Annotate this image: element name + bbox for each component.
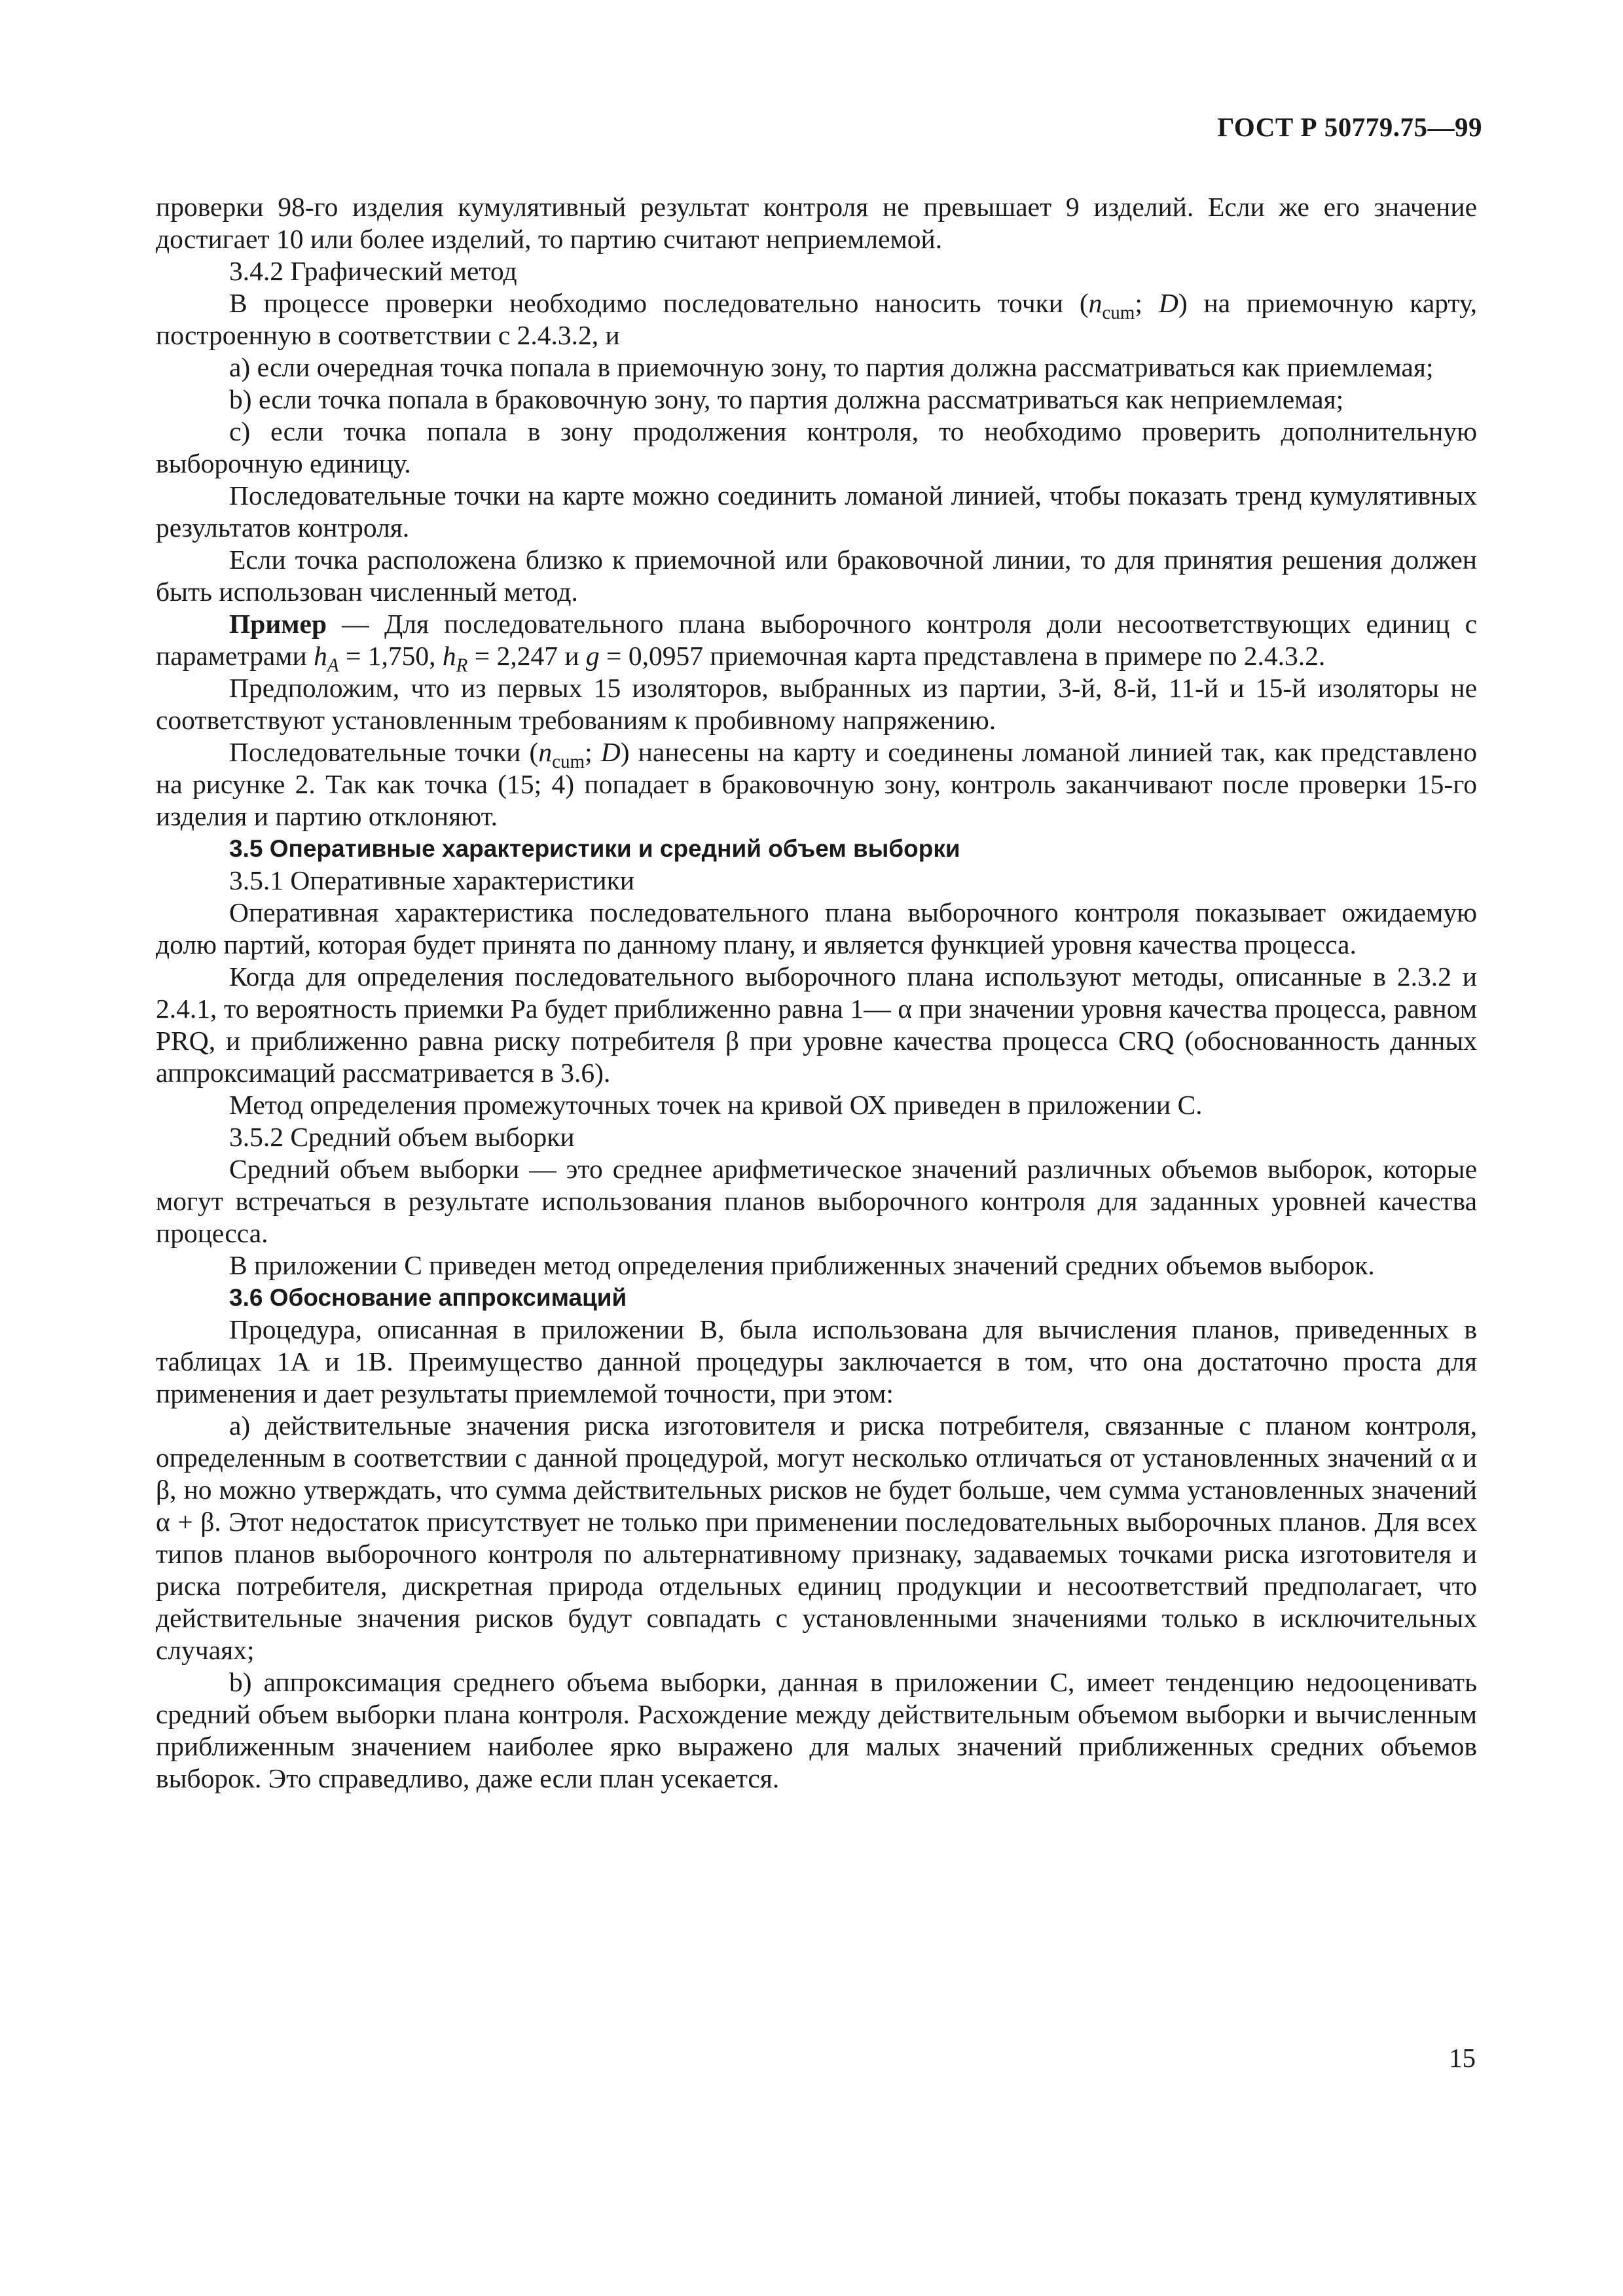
subsection-3-5-2-title: 3.5.2 Средний объем выборки <box>229 1122 575 1152</box>
list-item-b: b) аппроксимация среднего объема выборки, данная в приложении С, имеет тенденцию недооценивать средний объем выборки плана контроля. Расхождение между действительным объемом выборки и вычисленным приближенным значением наиболее ярко выражено для малых значений приближенных средних объемов выборок. Это справедливо, даже если план усекается. <box>156 1667 1477 1793</box>
paragraph: Процедура, описанная в приложении В, была использована для вычисления планов, приведенных в таблицах 1А и 1В. Преимущество данной процедуры заключается в том, что она достаточно проста для применения и дает результаты приемлемой точности, при этом: <box>156 1314 1477 1408</box>
paragraph: В процессе проверки необходимо последовательно наносить точки ($n_{cum}$; D) на приемочную карту, построенную в соответствии с 2.4.3.2, и <box>156 288 1477 350</box>
paragraph: Последовательные точки на карте можно соединить ломаной линией, чтобы показать тренд кумулятивных результатов контроля. <box>156 480 1477 543</box>
paragraph: В приложении С приведен метод определения приближенных значений средних объемов выборок. <box>229 1250 1375 1280</box>
list-item-c: c) если точка попала в зону продолжения контроля, то необходимо проверить дополнительную выборочную единицу. <box>156 416 1477 478</box>
subsection-3-5-1-title: 3.5.1 Оперативные характеристики <box>229 865 634 895</box>
paragraph: Предположим, что из первых 15 изоляторов, выбранных из партии, 3-й, 8-й, 11-й и 15-й изоляторы не соответствуют установленным требованиям к пробивному напряжению. <box>156 673 1477 735</box>
page-number: 15 <box>1449 2043 1476 2073</box>
example-paragraph: Пример — Для последовательного плана выборочного контроля доли несоответствующих единиц с параметрами $h_A = 1,750$, $h_R = 2,247$ и g = 0,0957 приемочная карта представлена в примере по 2.4.3.2. <box>156 609 1477 677</box>
section-3-6-heading: 3.6 Обоснование аппроксимаций <box>229 1284 627 1311</box>
paragraph: Оперативная характеристика последовательного плана выборочного контроля показывает ожидаемую долю партий, которая будет принята по данному плану, и является функцией уровня качества процесса. <box>156 897 1477 960</box>
list-item-b: b) если точка попала в браковочную зону, то партия должна рассматриваться как неприемлемая; <box>229 384 1344 414</box>
paragraph: Последовательные точки ($n_{cum}$; D) нанесены на карту и соединены ломаной линией так, как представлено на рисунке 2. Так как точка (15; 4) попадает в браковочную зону, контроль заканчивают после проверки 15-го изделия и партию отклоняют. <box>156 737 1477 831</box>
paragraph: Метод определения промежуточных точек на кривой ОХ приведен в приложении С. <box>229 1090 1203 1120</box>
paragraph: Когда для определения последовательного выборочного плана используют методы, описанные в 2.3.2 и 2.4.1, то вероятность приемки Pa будет приближенно равна 1— α при значении уровня качества процесса, равном PRQ, и приближенно равна риску потребителя β при уровне качества процесса CRQ (обоснованность данных аппроксимаций рассматривается в 3.6). <box>156 961 1477 1088</box>
paragraph: Если точка расположена близко к приемочной или браковочной линии, то для принятия решения должен быть использован численный метод. <box>156 545 1477 607</box>
section-3-5-heading: 3.5 Оперативные характеристики и средний объем выборки <box>229 835 960 862</box>
list-item-a: a) если очередная точка попала в приемочную зону, то партия должна рассматриваться как приемлемая; <box>229 352 1434 382</box>
page-body <box>156 191 1477 1795</box>
paragraph: проверки 98-го изделия кумулятивный результат контроля не превышает 9 изделий. Если же его значение достигает 10 или более изделий, то партию считают неприемлемой. <box>156 192 1477 254</box>
subsection-3-4-2-title: 3.4.2 Графический метод <box>229 256 517 286</box>
document-header: ГОСТ Р 50779.75—99 <box>1217 112 1482 142</box>
list-item-a: a) действительные значения риска изготовителя и риска потребителя, связанные с планом контроля, определенным в соответствии с данной процедурой, могут несколько отличаться от установленных значений α и β, но можно утверждать, что сумма действительных рисков не будет больше, чем сумма установленных значений α + β. Этот недостаток присутствует не только при применении последовательных выборочных планов. Для всех типов планов выборочного контроля по альтернативному признаку, задаваемых точками риска изготовителя и риска потребителя, дискретная природа отдельных единиц продукции и несоответствий предполагает, что действительные значения рисков будут совпадать с установленными значениями только в исключительных случаях; <box>156 1410 1477 1665</box>
paragraph: Средний объем выборки — это среднее арифметическое значений различных объемов выборок, которые могут встречаться в результате использования планов выборочного контроля для заданных уровней качества процесса. <box>156 1154 1477 1248</box>
